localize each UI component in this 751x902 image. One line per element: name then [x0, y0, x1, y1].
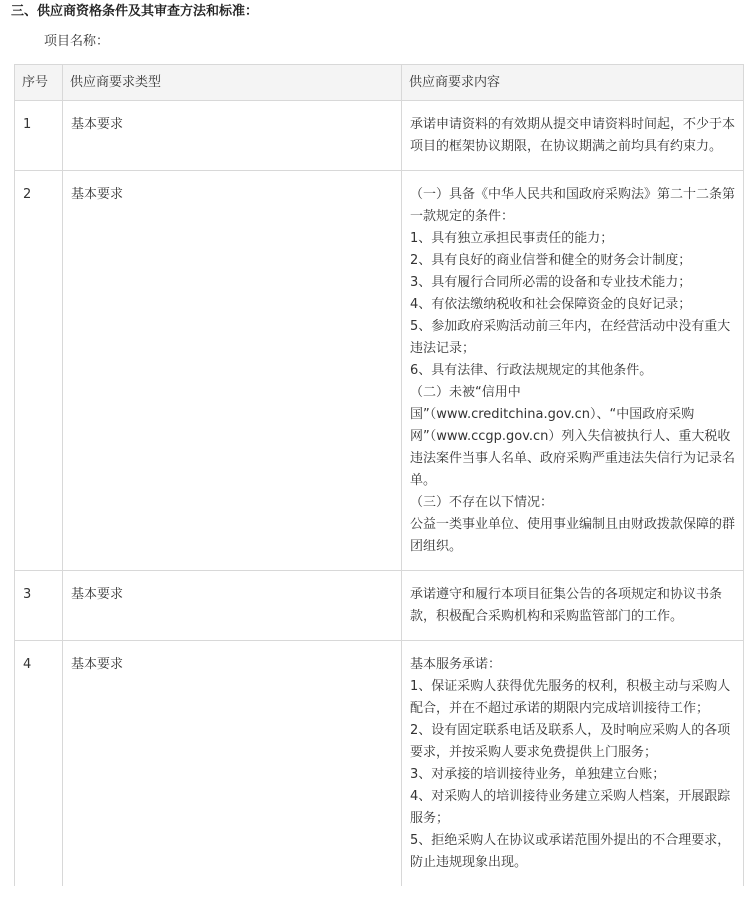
project-name-label: 项目名称： — [44, 34, 110, 49]
section-title: 三、供应商资格条件及其审查方法和标准： — [11, 4, 259, 19]
requirement-line: 2、设有固定联系电话及联系人，及时响应采购人的各项要求，并按采购人要求免费提供上门服务； — [410, 723, 731, 760]
requirement-line: （一）具备《中华人民共和国政府采购法》第二十二条第一款规定的条件： — [410, 187, 736, 224]
requirement-line: 3、对承接的培训接待业务，单独建立台账； — [410, 767, 666, 782]
requirement-content — [402, 171, 744, 571]
header-type: 供应商要求类型 — [63, 65, 402, 101]
table-row — [15, 171, 744, 571]
requirement-type: 基本要求 — [63, 171, 402, 571]
requirement-type: 基本要求 — [63, 641, 402, 887]
requirement-line: 3、具有履行合同所必需的设备和专业技术能力； — [410, 275, 692, 290]
requirement-line: （二）未被“信用中国”（www.creditchina.gov.cn）、“中国政府采购网”（www.ccgp.gov.cn）列入失信被执行人、重大税收违法案件当事人名单、政府采购严重违法失信行为记录名单。 — [410, 385, 736, 488]
requirement-line: 4、有依法缴纳税收和社会保障资金的良好记录； — [410, 297, 692, 312]
requirement-type: 基本要求 — [63, 101, 402, 171]
requirement-line: 5、拒绝采购人在协议或承诺范围外提出的不合理要求，防止违规现象出现。 — [410, 833, 731, 870]
row-number: 1 — [15, 101, 63, 171]
requirement-line: 5、参加政府采购活动前三年内，在经营活动中没有重大违法记录； — [410, 319, 731, 356]
requirement-content — [402, 641, 744, 887]
row-number: 4 — [15, 641, 63, 887]
header-no: 序号 — [15, 65, 63, 101]
requirement-line: 承诺遵守和履行本项目征集公告的各项规定和协议书条款，积极配合采购机构和采购监管部门的工作。 — [410, 587, 723, 624]
requirement-content — [402, 571, 744, 641]
requirement-type: 基本要求 — [63, 571, 402, 641]
header-content: 供应商要求内容 — [402, 65, 744, 101]
requirement-line: 1、具有独立承担民事责任的能力； — [410, 231, 614, 246]
supplier-requirements-table — [14, 64, 744, 886]
requirement-line: 公益一类事业单位、使用事业编制且由财政拨款保障的群团组织。 — [410, 517, 736, 554]
requirement-line: （三）不存在以下情况： — [410, 495, 554, 510]
requirement-line: 6、具有法律、行政法规规定的其他条件。 — [410, 363, 653, 378]
table-row — [15, 641, 744, 887]
row-number: 3 — [15, 571, 63, 641]
requirement-line: 4、对采购人的培训接待业务建立采购人档案，开展跟踪服务； — [410, 789, 731, 826]
table-row — [15, 571, 744, 641]
requirement-line: 基本服务承诺： — [410, 657, 502, 672]
row-number: 2 — [15, 171, 63, 571]
requirement-line: 承诺申请资料的有效期从提交申请资料时间起，不少于本项目的框架协议期限，在协议期满之前均具有约束力。 — [410, 117, 736, 154]
requirement-content — [402, 101, 744, 171]
table-header-row — [15, 65, 744, 101]
requirement-line: 2、具有良好的商业信誉和健全的财务会计制度； — [410, 253, 692, 268]
requirement-line: 1、保证采购人获得优先服务的权利，积极主动与采购人配合，并在不超过承诺的期限内完成培训接待工作； — [410, 679, 731, 716]
table-row — [15, 101, 744, 171]
